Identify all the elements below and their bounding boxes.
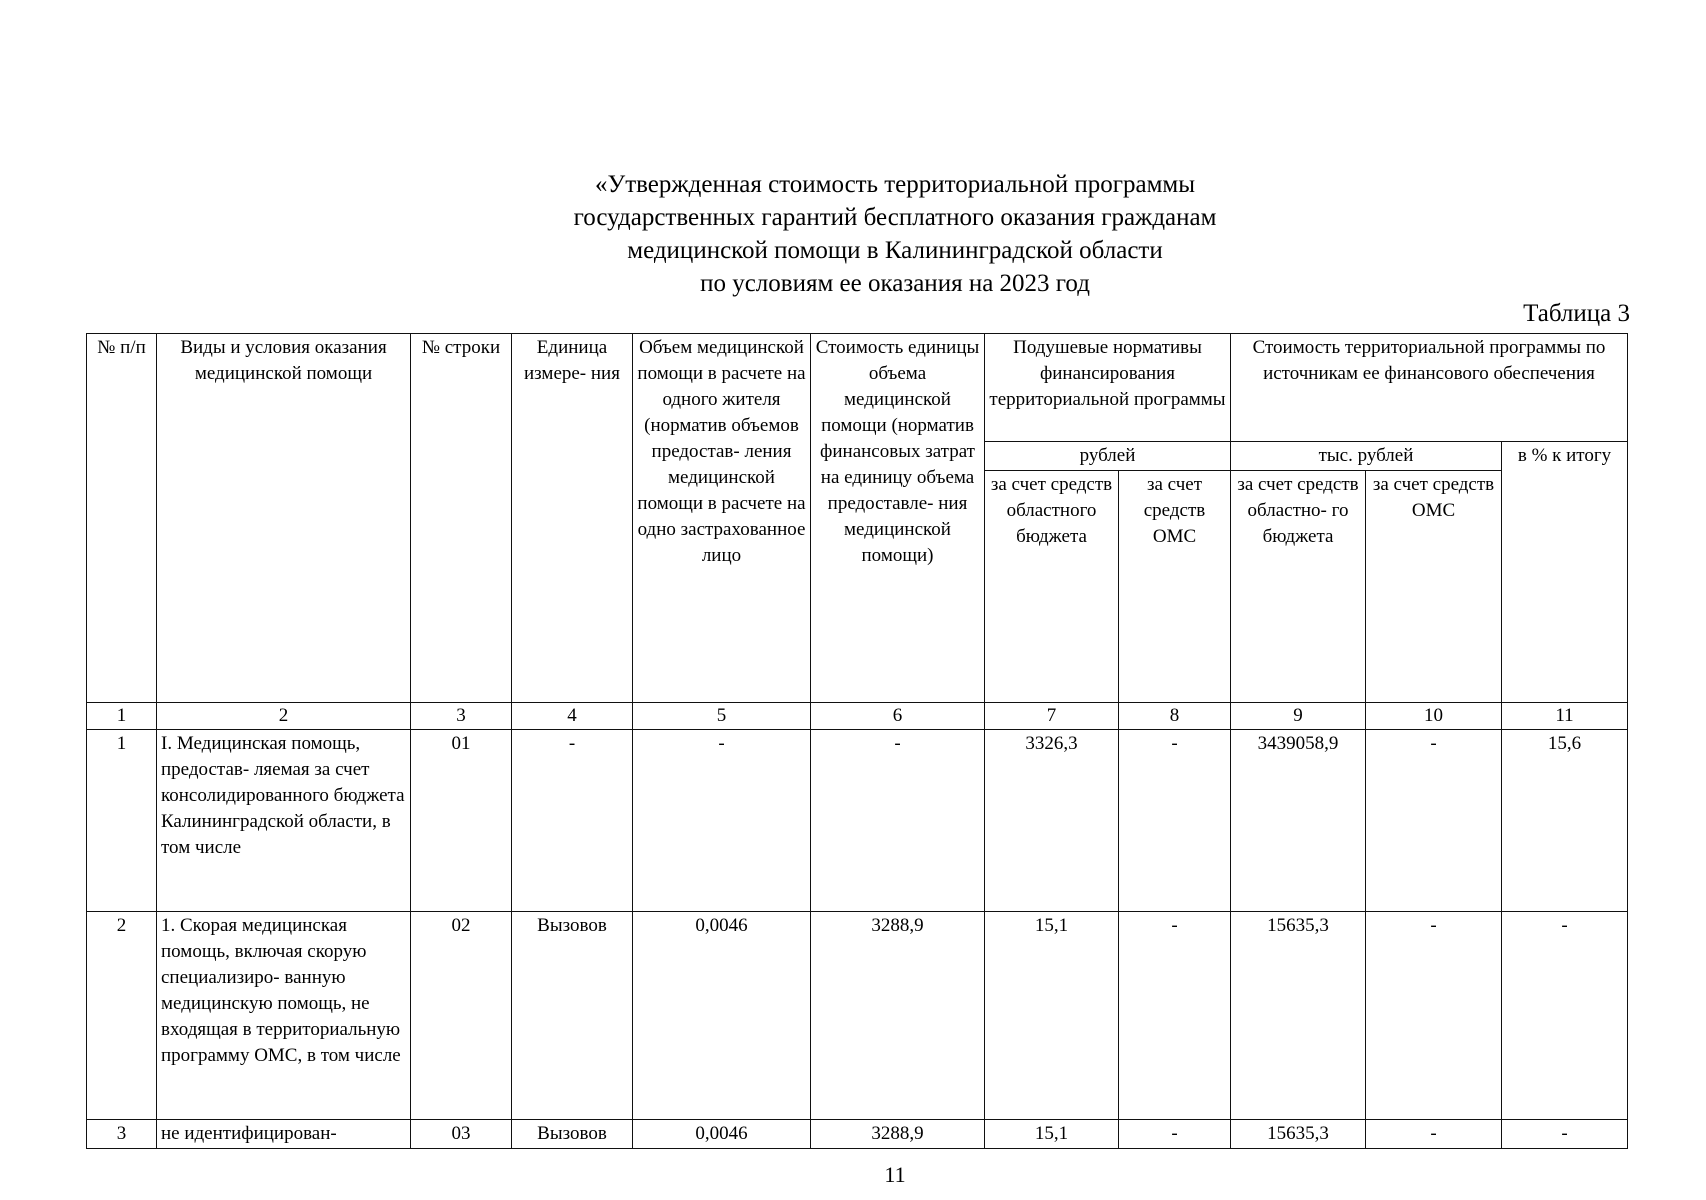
column-number: 9 — [1231, 703, 1366, 730]
unit: Вызовов — [512, 1120, 633, 1149]
unit-cost: - — [811, 730, 985, 912]
document-title — [0, 168, 1706, 300]
percent-of-total: - — [1502, 1120, 1628, 1149]
column-number: 7 — [985, 703, 1119, 730]
unit: - — [512, 730, 633, 912]
total-regional: 3439058,9 — [1231, 730, 1366, 912]
row-number: 2 — [87, 912, 157, 1120]
unit-cost: 3288,9 — [811, 1120, 985, 1149]
column-number: 6 — [811, 703, 985, 730]
header-unit-cost: Стоимость единицы объема медицинской помощи (норматив финансовых затрат на единицу объема предоставле- ния медицинской помощи) — [811, 334, 985, 703]
percent-of-total: 15,6 — [1502, 730, 1628, 912]
norm-regional: 3326,3 — [985, 730, 1119, 912]
header-row-number: № п/п — [87, 334, 157, 703]
header-program-cost: Стоимость территориальной программы по источникам ее финансового обеспечения — [1231, 334, 1628, 442]
title-line-2: государственных гарантий бесплатного оказания гражданам — [573, 204, 1217, 231]
header-volume: Объем медицинской помощи в расчете на одного жителя (норматив объемов предостав- ления медицинской помощи в расчете на одно застрахованное лицо — [633, 334, 811, 703]
total-oms: - — [1366, 912, 1502, 1120]
header-total-oms: за счет средств ОМС — [1366, 471, 1502, 703]
header-line-number: № строки — [411, 334, 512, 703]
title-line-3: медицинской помощи в Калининградской области — [627, 237, 1163, 264]
table-row — [87, 912, 1628, 1120]
column-number: 10 — [1366, 703, 1502, 730]
column-number: 1 — [87, 703, 157, 730]
unit-cost: 3288,9 — [811, 912, 985, 1120]
total-oms: - — [1366, 1120, 1502, 1149]
volume: - — [633, 730, 811, 912]
line-number: 02 — [411, 912, 512, 1120]
cost-table — [86, 333, 1628, 1149]
unit: Вызовов — [512, 912, 633, 1120]
header-care-type: Виды и условия оказания медицинской помощи — [157, 334, 411, 703]
column-number: 11 — [1502, 703, 1628, 730]
column-number-row — [87, 703, 1628, 730]
total-regional: 15635,3 — [1231, 1120, 1366, 1149]
line-number: 01 — [411, 730, 512, 912]
column-number: 8 — [1119, 703, 1231, 730]
header-total-regional-budget: за счет средств областно- го бюджета — [1231, 471, 1366, 703]
volume: 0,0046 — [633, 1120, 811, 1149]
line-number: 03 — [411, 1120, 512, 1149]
header-norm-oms: за счет средств ОМС — [1119, 471, 1231, 703]
column-number: 5 — [633, 703, 811, 730]
column-number: 2 — [157, 703, 411, 730]
column-number: 4 — [512, 703, 633, 730]
norm-oms: - — [1119, 730, 1231, 912]
care-type: I. Медицинская помощь, предостав- ляемая за счет консолидированного бюджета Калининградской области, в том числе — [157, 730, 411, 912]
table-row — [87, 730, 1628, 912]
header-norm-regional-budget: за счет средств областного бюджета — [985, 471, 1119, 703]
care-type: не идентифицирован- — [157, 1120, 411, 1149]
total-regional: 15635,3 — [1231, 912, 1366, 1120]
percent-of-total: - — [1502, 912, 1628, 1120]
total-oms: - — [1366, 730, 1502, 912]
title-line-4: по условиям ее оказания на 2023 год — [700, 270, 1090, 297]
norm-regional: 15,1 — [985, 912, 1119, 1120]
volume: 0,0046 — [633, 912, 811, 1120]
row-number: 1 — [87, 730, 157, 912]
norm-oms: - — [1119, 1120, 1231, 1149]
column-number: 3 — [411, 703, 512, 730]
header-per-capita-norms: Подушевые нормативы финансирования территориальной программы — [985, 334, 1231, 442]
row-number: 3 — [87, 1120, 157, 1149]
norm-regional: 15,1 — [985, 1120, 1119, 1149]
title-line-1: «Утвержденная стоимость территориальной программы — [595, 171, 1195, 198]
norm-oms: - — [1119, 912, 1231, 1120]
table-caption: Таблица 3 — [1523, 300, 1630, 327]
header-unit-thousand-rubles: тыс. рублей — [1231, 442, 1502, 471]
header-unit: Единица измере- ния — [512, 334, 633, 703]
care-type: 1. Скорая медицинская помощь, включая скорую специализиро- ванную медицинскую помощь, не входящая в территориальную программу ОМС, в том числе — [157, 912, 411, 1120]
header-unit-rubles: рублей — [985, 442, 1231, 471]
table-row — [87, 1120, 1628, 1149]
header-percent-of-total: в % к итогу — [1502, 442, 1628, 703]
page-number: 11 — [884, 1162, 906, 1187]
